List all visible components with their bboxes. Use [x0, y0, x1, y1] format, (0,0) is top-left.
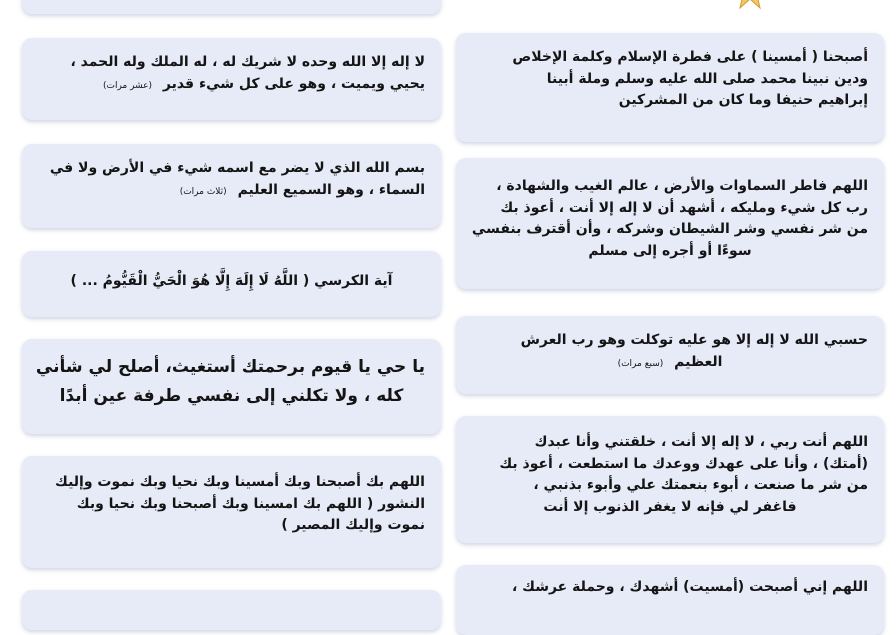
- card-line: [38, 74, 425, 96]
- card-line: رب كل شيء ومليكه ، أشهد أن لا إله إلا أنت ، أعوذ بك: [500, 199, 868, 216]
- card-line: آية الكرسي ( اللَّهُ لَا إِلَهَ إِلَّا هُوَ الْحَيُّ الْقَيُّومُ ... ): [70, 273, 393, 289]
- card-line: سوءًا أو أجره إلى مسلم: [588, 243, 752, 260]
- card-line-text: العظيم: [674, 353, 723, 370]
- card-line: اللهم إني أصبحت (أمسيت) أشهدك ، وحملة عرشك ،: [511, 579, 868, 595]
- dhikr-card-allahumma-bika: [22, 456, 441, 568]
- dhikr-card-fitrah: [456, 33, 884, 142]
- card-line: يا حي يا قيوم برحمتك أستغيث، أصلح لي شأني: [35, 357, 425, 377]
- card-line: نموت وإليك المصير ): [281, 517, 425, 534]
- card-line: اللهم أنت ربي ، لا إله إلا أنت ، خلقتني وأنا عبدك: [534, 434, 868, 450]
- dhikr-card-ya-hayy: [22, 339, 441, 434]
- card-line: لا إله إلا الله وحده لا شريك له ، له الملك وله الحمد ،: [70, 54, 425, 70]
- dhikr-card-hasbi: [456, 316, 884, 394]
- card-line: من شر ما صنعت ، أبوء بنعمتك علي وأبوء بذنبي ،: [533, 477, 868, 494]
- card-line: [472, 352, 868, 374]
- card-line: فاغفر لي فإنه لا يغفر الذنوب إلا أنت: [543, 499, 797, 516]
- card-line: بسم الله الذي لا يضر مع اسمه شيء في الأرض ولا في: [49, 160, 425, 176]
- dhikr-card-ushhiduk: [456, 565, 884, 635]
- card-top-left-partial: [22, 0, 441, 14]
- dhikr-card-ayat-al-kursi: [22, 251, 441, 317]
- card-line: كله ، ولا تكلني إلى نفسي طرفة عين أبدًا: [59, 385, 404, 406]
- card-line: اللهم بك أصبحنا وبك أمسينا وبك نحيا وبك نموت وإليك: [55, 474, 425, 490]
- card-line: إبراهيم حنيفا وما كان من المشركين: [618, 92, 868, 109]
- repeat-count-note: (ثلاث مرات): [179, 186, 227, 197]
- card-line: أصبحنا ( أمسينا ) على فطرة الإسلام وكلمة الإخلاص: [512, 49, 868, 65]
- card-line: من شر نفسي وشر الشيطان وشركه ، وأن أقترف بنفسي: [471, 221, 868, 238]
- card-line-text: السماء ، وهو السميع العليم: [237, 181, 425, 198]
- card-line: اللهم فاطر السماوات والأرض ، عالم الغيب والشهادة ،: [496, 178, 868, 194]
- dhikr-card-fatir: [456, 158, 884, 289]
- repeat-count-note: (سبع مرات): [617, 358, 664, 369]
- card-bottom-left-partial: [22, 590, 441, 630]
- card-line: ودين نبينا محمد صلى الله عليه وسلم وملة أبينا: [546, 70, 868, 87]
- card-line: حسبي الله لا إله إلا هو عليه توكلت وهو رب العرش: [520, 332, 868, 348]
- card-line: (أمتك) ، وأنا على عهدك ووعدك ما استطعت ، أعوذ بك: [499, 455, 868, 472]
- dhikr-card-tahlil: [22, 38, 441, 120]
- dhikr-card-bismillah: [22, 144, 441, 228]
- card-line-text: يحيي ويميت ، وهو على كل شيء قدير: [162, 75, 425, 92]
- dhikr-card-sayyid-istighfar: [456, 416, 884, 543]
- card-line: النشور ( اللهم بك امسينا وبك أصبحنا وبك نحيا وبك: [76, 495, 425, 512]
- repeat-count-note: (عشر مرات): [102, 80, 152, 91]
- sun-ornament-icon: [728, 0, 772, 12]
- card-line: [38, 180, 425, 202]
